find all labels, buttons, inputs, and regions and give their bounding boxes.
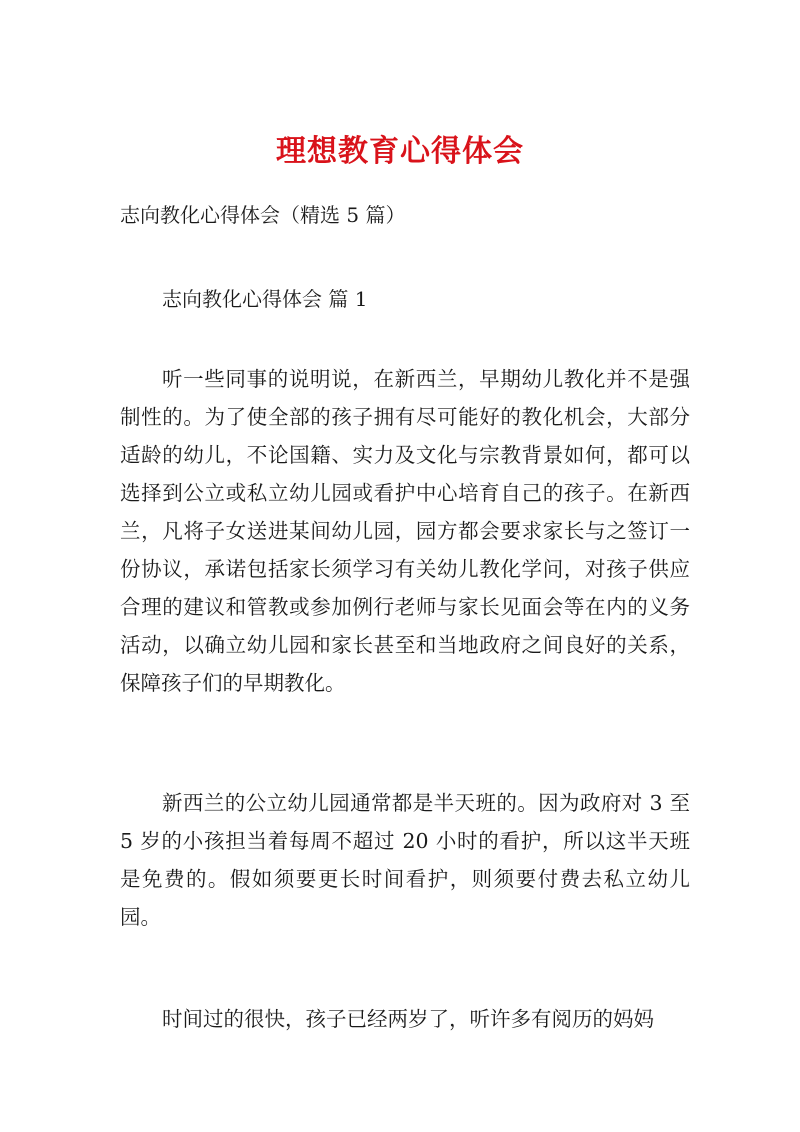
paragraph: 时间过的很快，孩子已经两岁了，听许多有阅历的妈妈 bbox=[162, 1007, 654, 1031]
document-subtitle: 志向教化心得体会（精选 5 篇） bbox=[120, 203, 406, 227]
section-heading: 志向教化心得体会 篇 1 bbox=[162, 287, 368, 311]
paragraph: 听一些同事的说明说，在新西兰，早期幼儿教化并不是强制性的。为了使全部的孩子拥有尽可能好的教化机会，大部分适龄的幼儿，不论国籍、实力及文化与宗教背景如何，都可以选择到公立或私立幼儿园或看护中心培育自己的孩子。在新西兰，凡将子女送进某间幼儿园，园方都会要求家长与之签订一份协议，承诺包括家长须学习有关幼儿教化学问，对孩子供应合理的建议和管教或参加例行老师与家长见面会等在内的义务活动，以确立幼儿园和家长甚至和当地政府之间良好的关系，保障孩子们的早期教化。 bbox=[120, 367, 690, 695]
paragraph: 新西兰的公立幼儿园通常都是半天班的。因为政府对 3 至 5 岁的小孩担当着每周不超过 20 小时的看护，所以这半天班是免费的。假如须要更长时间看护，则须要付费去私立幼儿园。 bbox=[120, 791, 690, 929]
document-title: 理想教育心得体会 bbox=[276, 134, 524, 169]
